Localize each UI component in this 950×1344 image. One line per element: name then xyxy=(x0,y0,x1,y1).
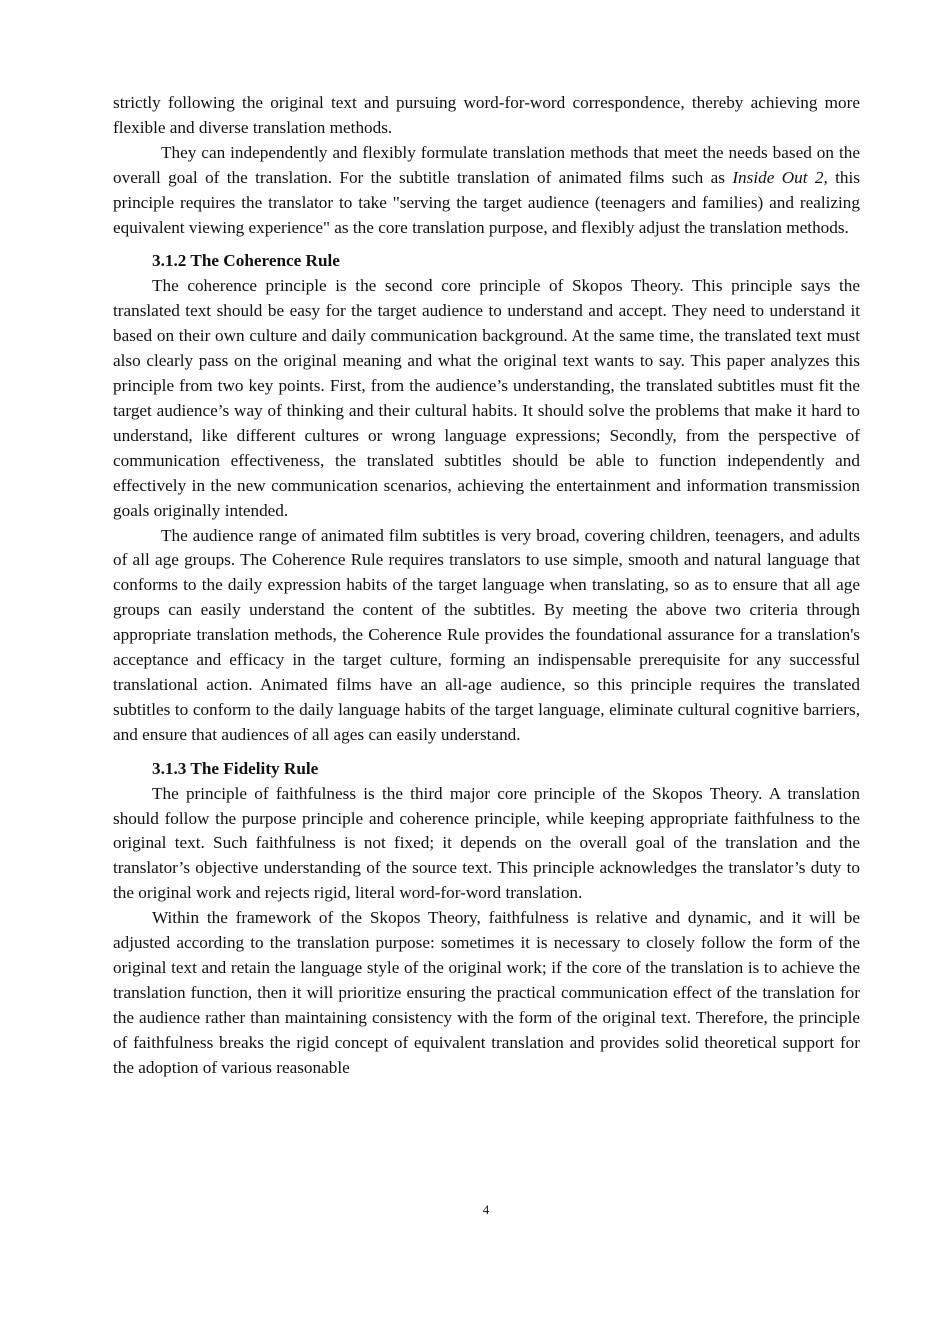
intro-paragraph-2 xyxy=(113,141,860,241)
section-heading-fidelity-rule: 3.1.3 The Fidelity Rule xyxy=(152,758,319,778)
page-body xyxy=(113,91,860,1081)
intro-paragraph-2-tail: , this principle requires the translator to take "serving the target audience (teenagers and families) and realizing equivalent viewing experience" as the core translation purpose, and flexibly adjust the translation methods. xyxy=(113,167,860,237)
page-number: 4 xyxy=(482,1202,490,1217)
fidelity-paragraph-2: Within the framework of the Skopos Theory, faithfulness is relative and dynamic, and it will be adjusted according to the translation purpose: sometimes it is necessary to closely follow the form of the original text and retain the language style of the original work; if the core of the translation is to achieve the translation function, then it will prioritize ensuring the practical communication effect of the translation for the audience rather than maintaining consistency with the form of the original text. Therefore, the principle of faithfulness breaks the rigid concept of equivalent translation and provides solid theoretical support for the adoption of various reasonable xyxy=(113,908,860,1077)
coherence-paragraph-1: The coherence principle is the second core principle of Skopos Theory. This principle says the translated text should be easy for the target audience to understand and accept. They need to understand it based on their own culture and daily communication background. At the same time, the translated text must also clearly pass on the original meaning and what the original text wants to say. This paper analyzes this principle from two key points. First, from the audience’s understanding, the translated subtitles must fit the target audience’s way of thinking and their cultural habits. It should solve the problems that make it hard to understand, like different cultures or wrong language expressions; Secondly, from the perspective of communication effectiveness, the translated subtitles should be able to function independently and effectively in the new communication scenarios, achieving the entertainment and information transmission goals originally intended. xyxy=(113,276,860,520)
section-heading-coherence-rule: 3.1.2 The Coherence Rule xyxy=(152,251,340,271)
intro-paragraph-2-lead: They can independently and flexibly formulate translation methods that meet the needs based on the overall goal of the translation. For the subtitle translation of animated films such as xyxy=(113,142,860,187)
intro-paragraph-1: strictly following the original text and pursuing word-for-word correspondence, thereby achieving more flexible and diverse translation methods. xyxy=(113,93,860,137)
fidelity-paragraph-1: The principle of faithfulness is the third major core principle of the Skopos Theory. A translation should follow the purpose principle and coherence principle, while keeping appropriate faithfulness to the original text. Such faithfulness is not fixed; it depends on the overall goal of the translation and the translator’s objective understanding of the source text. This principle acknowledges the translator’s duty to the original work and rejects rigid, literal word-for-word translation. xyxy=(113,783,860,903)
coherence-paragraph-2: The audience range of animated film subtitles is very broad, covering children, teenagers, and adults of all age groups. The Coherence Rule requires translators to use simple, smooth and natural language that conforms to the daily expression habits of the target language when translating, so as to ensure that all age groups can easily understand the content of the subtitles. By meeting the above two criteria through appropriate translation methods, the Coherence Rule provides the foundational assurance for a translation's acceptance and efficacy in the target culture, forming an indispensable prerequisite for any successful translational action. Animated films have an all-age audience, so this principle requires the translated subtitles to conform to the daily language habits of the target language, eliminate cultural cognitive barriers, and ensure that audiences of all ages can easily understand. xyxy=(113,525,860,744)
film-title: Inside Out 2 xyxy=(732,167,824,187)
